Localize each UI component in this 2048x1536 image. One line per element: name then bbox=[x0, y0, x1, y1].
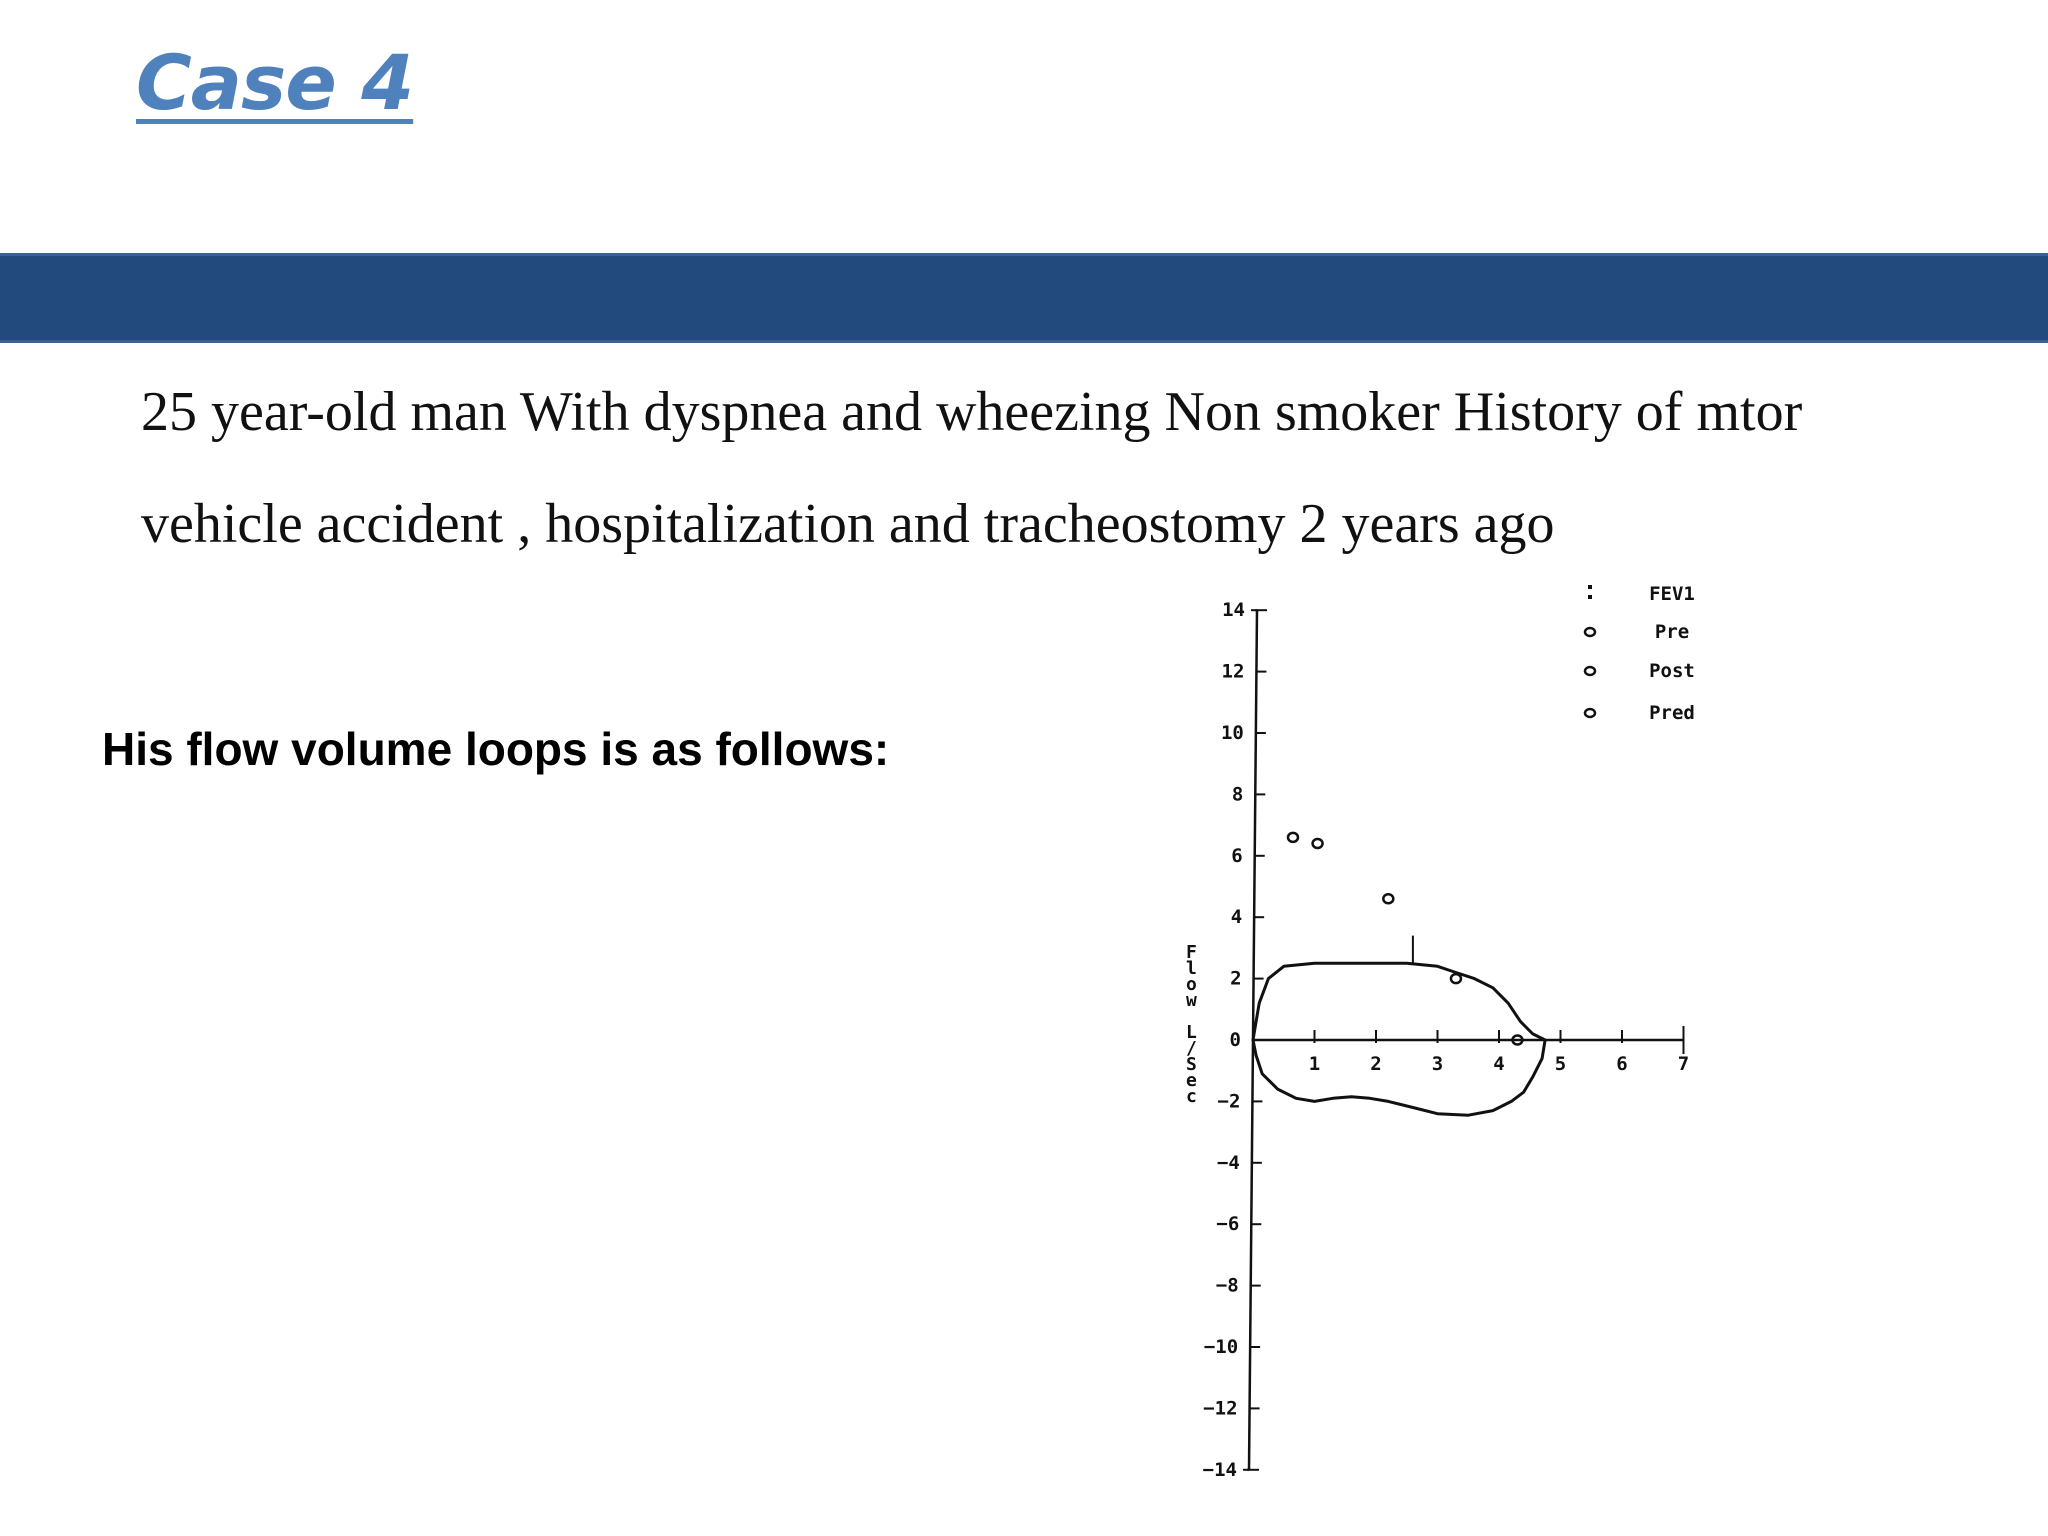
loops-caption: His flow volume loops is as follows: bbox=[102, 723, 890, 775]
y-axis-title: F l o w L / S e c bbox=[1186, 942, 1197, 1107]
y-tick-label: −6 bbox=[1216, 1213, 1240, 1236]
y-tick-label: −14 bbox=[1202, 1458, 1237, 1481]
legend-marker-circle bbox=[1585, 628, 1595, 636]
legend-label: Pred bbox=[1649, 702, 1695, 724]
header-band bbox=[0, 253, 2048, 343]
x-tick-label: 4 bbox=[1493, 1053, 1505, 1075]
y-tick-label: 0 bbox=[1229, 1029, 1241, 1051]
y-tick-label: 4 bbox=[1230, 906, 1243, 929]
y-tick-label: −2 bbox=[1217, 1090, 1241, 1113]
slide-title: Case 4 bbox=[136, 38, 414, 127]
y-tick-label: 14 bbox=[1222, 599, 1245, 622]
pred-point bbox=[1288, 833, 1298, 842]
x-tick-label: 7 bbox=[1677, 1053, 1690, 1075]
legend-label: Post bbox=[1649, 660, 1695, 682]
y-tick-label: 2 bbox=[1230, 967, 1242, 990]
y-tick-label: −10 bbox=[1203, 1336, 1239, 1358]
x-tick-label: 1 bbox=[1308, 1053, 1321, 1075]
case-description bbox=[141, 356, 2041, 580]
y-tick-label: −8 bbox=[1215, 1274, 1239, 1297]
legend-marker-circle bbox=[1585, 709, 1595, 717]
y-tick-label: 6 bbox=[1231, 844, 1243, 867]
y-tick-label: 12 bbox=[1221, 660, 1245, 683]
x-tick-label: 5 bbox=[1554, 1053, 1567, 1075]
y-tick-label: 8 bbox=[1231, 783, 1244, 806]
y-tick-label: 10 bbox=[1220, 722, 1244, 744]
legend-label: FEV1 bbox=[1649, 583, 1695, 605]
legend-marker-fev1 bbox=[1588, 595, 1592, 599]
pred-point bbox=[1383, 894, 1393, 903]
flow-volume-chart bbox=[1160, 580, 1720, 1490]
flow-volume-svg bbox=[1160, 580, 1720, 1490]
pred-point bbox=[1451, 974, 1461, 983]
pred-point bbox=[1313, 839, 1323, 848]
y-tick-label: −12 bbox=[1203, 1397, 1238, 1420]
case-description-line-2: vehicle accident , hospitalization and tracheostomy 2 years ago bbox=[141, 493, 1555, 555]
legend-marker-fev1 bbox=[1588, 585, 1592, 589]
y-tick-label: −4 bbox=[1216, 1151, 1240, 1174]
x-tick-label: 3 bbox=[1431, 1053, 1444, 1075]
legend-marker-circle bbox=[1585, 667, 1595, 675]
x-tick-label: 6 bbox=[1616, 1053, 1628, 1075]
legend-label: Pre bbox=[1654, 621, 1690, 643]
x-tick-label: 2 bbox=[1370, 1053, 1382, 1075]
case-description-line-1: 25 year-old man With dyspnea and wheezing Non smoker History of mtor bbox=[141, 381, 1803, 443]
